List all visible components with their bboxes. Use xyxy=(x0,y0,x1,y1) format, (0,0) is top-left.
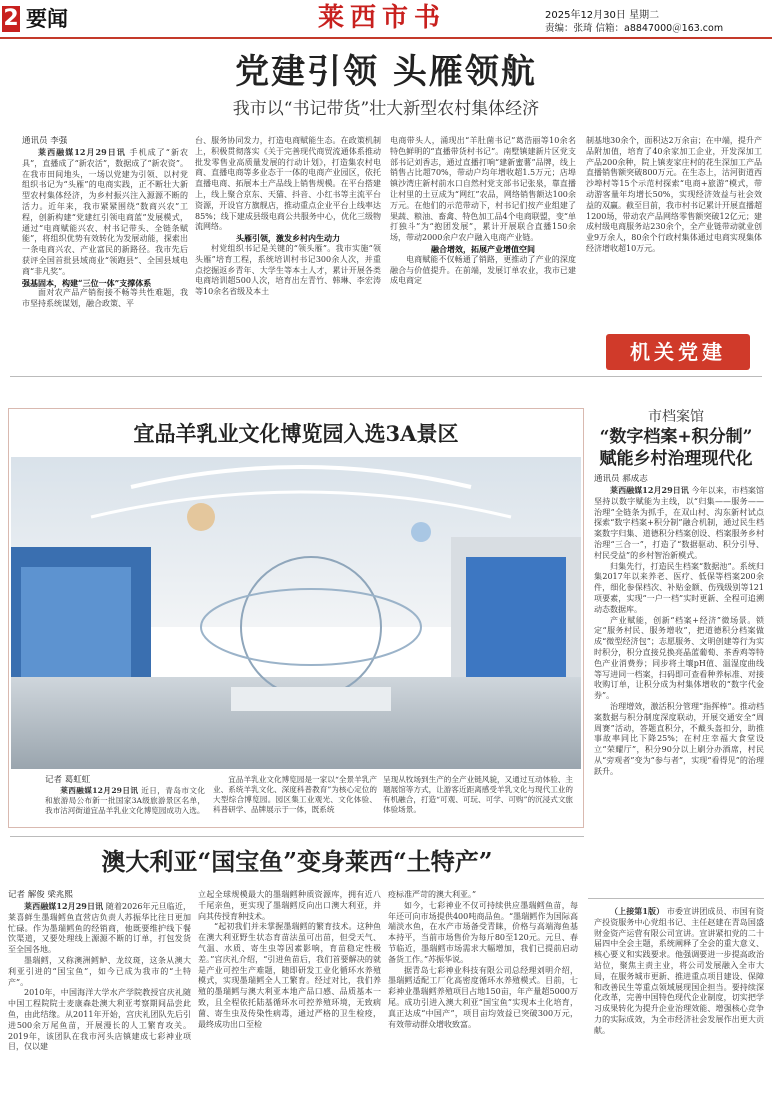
a1-col1 xyxy=(22,136,188,368)
a4-col3 xyxy=(388,890,578,1104)
a3-p4: 治理增效，激活积分管理“指挥棒”。推动档案数据与积分制度深度联动，开展交通安全“周周赛”活动，答题直积分，不戴头盔扣分，助推事故率同比下降25%；在村庄幸福大食堂设立“荣耀厅”，积分90分以上刷分办酒席，村民从“旁观者”变为“参与者”，实现“看得见”的治理跃升。 xyxy=(594,701,764,776)
a2-col1 xyxy=(45,775,205,825)
a1-c1-p2: 面对农产品产销衔接不畅等共性难题，我市坚持系统谋划，融合政策、平 xyxy=(22,288,188,309)
a4-col2 xyxy=(198,890,381,1104)
divider-top xyxy=(10,376,762,377)
a1-lead-tag: 莱西融媒12月29日讯 xyxy=(38,147,126,157)
a2-col3 xyxy=(383,775,573,825)
a3-headline-2: 赋能乡村治理现代化 xyxy=(599,449,753,469)
divider-right xyxy=(588,898,764,899)
a4-c2-p1: 立起全球规模最大的墨瑞鳕种质资源库，拥有近八千尾亲鱼，更实现了墨瑞鳕反向出口澳大利亚，并向其传授育种技术。 xyxy=(198,890,381,921)
photo-left-panel xyxy=(21,567,131,677)
photo-planet-2 xyxy=(411,522,431,542)
a3-byline: 通讯员 郝成志 xyxy=(594,474,648,484)
photo-planet-1 xyxy=(187,503,215,531)
museum-photo xyxy=(11,457,581,769)
photo-right-panel xyxy=(466,557,566,677)
a2-c1: 近日，青岛市文化和旅游局公布新一批国家3A级旅游景区名单，我市沽河街道宜品羊乳业文化博览园成功入选。 xyxy=(45,786,205,815)
a1-col2 xyxy=(195,136,381,368)
a4-c1-p2: 墨瑞鳕，又称澳洲鳕鲈、龙纹斑，这条从澳大利亚引进的“国宝鱼”，如今已成为我市的“土特产”。 xyxy=(8,955,191,987)
page-number-badge: 2 xyxy=(3,6,19,31)
a1-c2-h1: 头雁引领，激发乡村内生动力 xyxy=(236,233,340,244)
a1-byline: 通讯员 李强 xyxy=(22,136,68,146)
a5-body xyxy=(594,906,764,1104)
a1-subhead: 我市以“书记带货”壮大新型农村集体经济 xyxy=(232,99,540,119)
a4-c3-p2: 如今，七彩神业不仅可持续供应墨瑞鳕鱼苗，每年还可向市场提供400吨商品鱼。“墨瑞鳕作为国际高端淡水鱼，在水产市场备受青睐，价格与高端海鱼基本持平，当前市场售价为每斤80至120元。元旦、春节临近，墨瑞鳕市场需求大幅增加，我们已提前启动备货工作。”苏振华说。 xyxy=(388,900,578,964)
a1-col4 xyxy=(586,136,762,332)
section-name: 要闻 xyxy=(26,7,68,31)
a3-p1: 今年以来，市档案馆坚持以数字赋能为主线，以“归集——服务——治理”全链条为抓手，在双山村、沟东新村试点探索“数字档案+积分制”融合机制，通过民生档案数字归集、道德积分档案创设、档案服务乡村治理“三合一”，打造了“数据驱动、积分引导、村民受益”的乡村智治新模式。 xyxy=(594,486,764,560)
a1-col3 xyxy=(390,136,576,368)
a2-c3: 呈现从牧场到生产的全产业链风貌，又通过互动体验、主题展馆等方式，让游客近距离感受羊乳文化与现代工业的有机融合，打造“可观、可玩、可学、可购”的沉浸式文旅体验场景。 xyxy=(383,775,573,814)
a3-kicker: 市档案馆 xyxy=(648,409,704,425)
a1-headline: 党建引领 头雁领航 xyxy=(235,52,537,92)
a1-c2-p1: 台、服务协同发力，打造电商赋能生态。在政策机制上，积极贯彻落实《关于完善现代商贸流通体系推动批发零售业高质量发展的行动计划》，打造集农村电商、直播电商等多业态于一体的电商产业园区，依托直播电商、拓展本土产品线上销售规模。在平台搭建上，线上聚合京东、天猫、抖音、小红书等主流平台资源，开设官方旗舰店，推动重点企业平台上线率达85%；线下建成县级电商公共服务中心，优化三级物流网络。 xyxy=(195,136,381,232)
paper-title: 莱西市书 xyxy=(318,3,447,33)
a1-c3-p1: 电商带头人，涌现出“羊肚菌书记”葛浩丽等10余名特色鲜明的“直播带货村书记”。南墅镇建新片区党支部书记刘香志，通过直播打响“建新蜜薯”品牌，线上销售占比超70%，带动户均年增收超1.5万元；店埠镇沙湾庄新村前水口自然村党支部书记张泉，靠直播让村里的土豆成为“网红”农品，网络销售额达100余万元。在他们的示范带动下，村书记们按产业组建了果蔬、粮油、畜禽、特色加工品4个电商联盟，变“单打独斗”为“抱团发展”，累计开展联合直播150余场，带动2000余户农户融入电商产业链。 xyxy=(390,136,576,243)
party-building-banner: 机关党建 xyxy=(606,334,750,370)
a4-c3-p1: 疫标准严苛的澳大利亚。” xyxy=(388,890,477,899)
a1-c2-p2: 村党组织书记是关键的“领头雁”。我市实施“领头雁”培育工程，系统培训村书记300余人次，并重点挖掘返乡青年、大学生等本土人才，累计开展各类电商培训超500人次，培育出左青竹、韩琳、李宏涛等10余名省级及本土 xyxy=(195,243,381,297)
masthead-rule xyxy=(0,37,772,39)
date-line: 2025年12月30日 星期二 xyxy=(545,10,660,21)
a1-c1-p1: 手机成了“新农具”，直播成了“新农活”，数据成了“新农资”。在我市田间地头，一场以党建为引领、以村党组织书记为“头雁”的电商实践，正不断壮大新型农村集体经济，为乡村振兴注入源源不断的活力。近年来，我市紧紧围绕“数商兴农”工程，创新构建“党建红引领电商蓝”发展模式，通过“电商赋能兴农、村书记带头、全链条赋能”，将组织优势有效转化为发展动能，探索出一条电商兴农、产业富民的新路径。我市先后获评全国首批县域商业“领跑县”、全国县域电商“非凡奖”。 xyxy=(22,148,188,276)
a2-headline: 宜品羊乳业文化博览园入选3A景区 xyxy=(133,421,459,446)
a4-c3-p3: 据青岛七彩神业科技有限公司总经理刘明介绍，墨瑞鳕适配工厂化高密度循环水养殖模式。目前，七彩神业墨瑞鳕养殖项目占地150亩，年产量超5000万尾。成功引进入澳大利亚“国宝鱼”实现本土化培育，真正达成“中国产”，项目亩均效益已突破300万元，有效带动群众增收致富。 xyxy=(388,965,578,1029)
a5-lead-tag: （上接第1版） xyxy=(610,906,665,916)
a1-c1-h1: 强基固本，构建“三位一体”支撑体系 xyxy=(22,277,152,288)
a5-text: 市委宣讲团成员、市国有资产投资服务中心党组书记、主任赵建在青岛国盛财金资产运营有限公司宣讲。宣讲紧扣党的二十届四中全会主题，系统阐释了全会的重大意义、核心要义和实践要求。他强调要进一步提高政治站位，聚焦主责主业，将公司发展融入全市大局，在服务城市更新、推进重点项目建设、保障和改善民生等重点领域展现国企担当。要持续深化改革，完善中国特色现代企业制度，切实把学习成果转化为提升企业治理效能、增强核心竞争力的实际成效，为全市经济社会发展作出更大贡献。 xyxy=(594,907,764,1035)
a4-c2-p2: “起初我们并未掌握墨瑞鳕的繁育技术。这种鱼在澳大利亚野生状态育苗法虽可出苗，但受天气、气温、水质、寄生虫等因素影响，育苗稳定性极差。”宫庆礼介绍，“引进鱼苗后，我们首要解决的就是产业可控生产难题，随即研发工业化循环水养殖模式，实现墨瑞鳕全人工繁育。经过对比，我们养殖的墨瑞鳕与澳大利亚本地产品口感、品质基本一致，且全程依托陆基循环水可控养殖环境，无致病菌、寄生虫及传染性病毒，通过严格的卫生检疫，最终成功出口至检 xyxy=(198,922,381,1029)
a4-headline: 澳大利亚“国宝鱼”变身莱西“土特产” xyxy=(101,847,493,876)
a2-c2: 宜品羊乳业文化博览园是一家以“全景羊乳产业、系统羊乳文化、深度科普教育”为核心定位的大型综合博览园。园区集工业观光、文化体验、科普研学、品牌展示于一体，既系统 xyxy=(213,775,377,814)
a4-byline: 记者 解俊 梁兆熙 xyxy=(8,890,73,900)
a4-c1-p1: 随着2026年元旦临近，莱喜鲜生墨瑞鳕鱼直营店负责人苏振华比往日更加忙碌。作为墨瑞鳕鱼的经销商，他既要维护线下餐饮渠道，又要处理线上源源不断的订单，打包发货至全国各地。 xyxy=(8,902,191,955)
a2-col2 xyxy=(213,775,377,825)
a1-c4-p1: 制基地30余个，面积达2万余亩；在中端，提升产品附加值，培育了40余家加工企业，开发深加工产品200余种，院上镇麦家庄村的花生深加工产品直播销售额突破800万元。在生态上，沽河街道西沙埠村等15个示范村探索“电商+旅游”模式，带动游客量年均增长50%，实现经济效益与社会效益的双赢。截至目前，我市村书记累计开展直播超1200场，带动农产品网络零售额突破12亿元；建成村级电商服务站230余个，全产业链带动就业创业9万余人，80余个行政村集体通过电商实现集体经济增收超10万元。 xyxy=(586,136,762,253)
a3-p3: 产业赋能，创新“档案+经济”微场景。锁定“服务村民、服务增收”，把道德积分档案做成“微型经济包”；志愿服务、文明创建等行为实时积分，积分直接兑换亮晶蓝葡萄、茶香鸡等特色产业消费券；同步将土壤pH值、温湿度曲线等写进同一档案，扫码即可查看种养标准、对接收购订单，让积分成为村集体增收的“数字代金券”。 xyxy=(594,615,764,701)
editor-line: 责编：张琦 信箱：a8847000＠163.com xyxy=(545,23,724,34)
a3-p2: 归集先行，打造民生档案“数据池”。系统归集2017年以来养老、医疗、低保等档案200余件，细化参保档次、补贴金额、伤残级别等121项要素，实现“一户一档”实时更新、全程可追溯动态数据库。 xyxy=(594,561,764,614)
a4-c1-p3: 2010年，中国海洋大学水产学院教授宫庆礼随中国工程院院士麦康森赴澳大利亚考察期间品尝此鱼，由此结缘。从2011年开始，宫庆礼团队先后引进500余万尾鱼苗，开展漫长的人工繁育攻关。2019年，该团队在我市河头店镇建成七彩神业项目，仅以建 xyxy=(8,988,191,1052)
a3-body xyxy=(594,474,764,892)
a4-lead-tag: 莱西融媒12月29日讯 xyxy=(24,901,104,911)
a4-col1 xyxy=(8,890,191,1104)
a3-headline-1: “数字档案+积分制” xyxy=(599,427,753,447)
a1-c3-p2: 电商赋能不仅畅通了销路，更推动了产业的深度融合与价值提升。在前端，发展订单农业，我市已建成电商定 xyxy=(390,254,576,286)
a1-c3-h1: 融合增效，拓展产业增值空间 xyxy=(431,243,535,254)
a2-lead-tag: 莱西融媒12月29日讯 xyxy=(60,786,139,795)
divider-middle xyxy=(10,836,584,837)
a2-box xyxy=(8,408,584,828)
a3-lead-tag: 莱西融媒12月29日讯 xyxy=(610,485,689,495)
a2-byline: 记者 葛虹虹 xyxy=(45,775,91,785)
photo-display-base xyxy=(231,687,391,711)
